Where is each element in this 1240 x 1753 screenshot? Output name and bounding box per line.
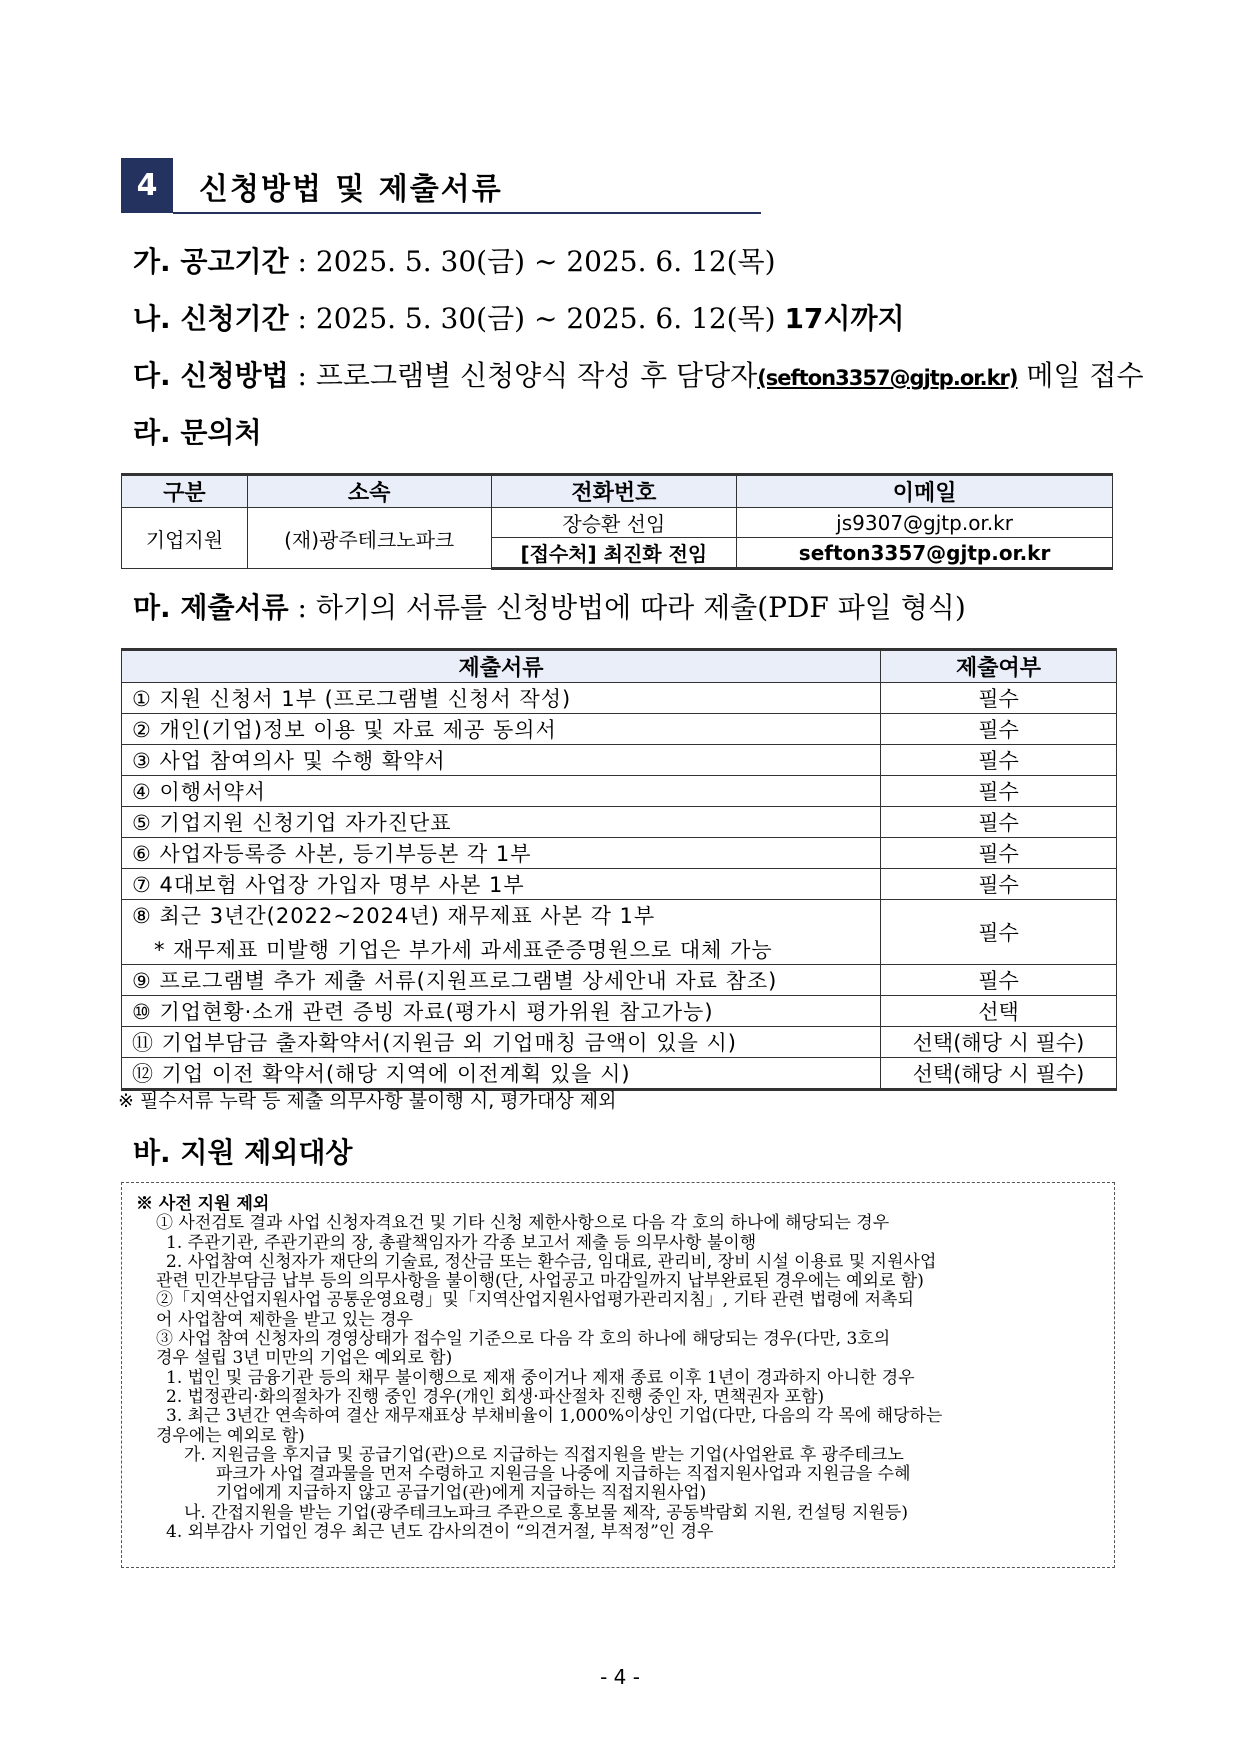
email-cell[interactable]: sefton3357@gjtp.or.kr xyxy=(737,538,1113,569)
doc-cell: ⑪ 기업부담금 출자확약서(지원금 외 기업매칭 금액이 있을 시) xyxy=(122,1027,881,1058)
separator: : xyxy=(288,302,316,335)
table-row xyxy=(122,508,1113,538)
exclusion-box-title: ※ 사전 지원 제외 xyxy=(136,1194,270,1214)
docs-table-header xyxy=(122,650,1117,683)
exclusion-line: ③ 사업 참여 신청자의 경영상태가 접수일 기준으로 다음 각 호의 하나에 해당되는 경우(다만, 3호의 xyxy=(156,1329,891,1350)
exclusion-line: 1. 주관기관, 주관기관의 장, 총괄책임자가 각종 보고서 제출 등 의무사항 불이행 xyxy=(166,1232,757,1253)
status-cell: 필수 xyxy=(881,745,1117,776)
section-header xyxy=(121,158,761,216)
exclusion-line: 경우에는 예외로 함) xyxy=(156,1425,305,1446)
table-row xyxy=(122,745,1117,776)
doc-cell: ⑨ 프로그램별 추가 제출 서류(지원프로그램별 상세안내 자료 참조) xyxy=(122,965,881,996)
exclusion-heading-label: 바. 지원 제외대상 xyxy=(133,1136,353,1169)
status-cell: 선택(해당 시 필수) xyxy=(881,1027,1117,1058)
page-number: - 4 - xyxy=(600,1665,640,1689)
status-cell: 필수 xyxy=(881,838,1117,869)
announcement-period-value: 2025. 5. 30(금) ~ 2025. 6. 12(목) xyxy=(315,245,776,278)
contact-heading xyxy=(133,411,262,451)
submission-email-link[interactable]: (sefton3357@gjtp.or.kr) xyxy=(757,366,1018,390)
required-docs-note: ※ 필수서류 누락 등 제출 의무사항 불이행 시, 평가대상 제외 xyxy=(118,1090,617,1112)
table-row xyxy=(122,965,1117,996)
phone-cell: 장승환 선임 xyxy=(491,508,737,538)
exclusion-line: 1. 법인 및 금융기관 등의 채무 불이행으로 제재 중이거나 제재 종료 이후 1년이 경과하지 아니한 경우 xyxy=(166,1367,915,1388)
status-cell: 필수 xyxy=(881,900,1117,965)
header-documents: 제출서류 xyxy=(122,650,881,683)
application-method-tail: 메일 접수 xyxy=(1017,359,1144,392)
division-cell: 기업지원 xyxy=(122,508,248,569)
announcement-period xyxy=(133,240,776,280)
table-row xyxy=(122,1027,1117,1058)
exclusion-criteria-box xyxy=(121,1182,1115,1568)
submission-docs-value: 하기의 서류를 신청방법에 따라 제출(PDF 파일 형식) xyxy=(315,591,966,624)
status-cell: 필수 xyxy=(881,683,1117,714)
application-method-label: 다. 신청방법 xyxy=(133,359,289,392)
status-cell: 필수 xyxy=(881,714,1117,745)
submission-docs-table xyxy=(121,648,1117,1091)
announcement-period-label: 가. 공고기간 xyxy=(133,245,289,278)
status-cell: 필수 xyxy=(881,965,1117,996)
separator: : xyxy=(288,591,316,624)
contact-table xyxy=(121,473,1113,570)
table-row xyxy=(122,807,1117,838)
header-phone: 전화번호 xyxy=(491,475,737,508)
status-cell: 필수 xyxy=(881,776,1117,807)
application-method-value: 프로그램별 신청양식 작성 후 담당자 xyxy=(315,359,758,392)
table-row xyxy=(122,714,1117,745)
header-org: 소속 xyxy=(247,475,491,508)
separator: : xyxy=(288,359,316,392)
doc-cell: ⑦ 4대보험 사업장 가입자 명부 사본 1부 xyxy=(122,869,881,900)
exclusion-line: ②「지역산업지원사업 공통운영요령」및「지역산업지원사업평가관리지침」, 기타 관련 법령에 저촉되 xyxy=(156,1290,914,1311)
exclusion-line: 관련 민간부담금 납부 등의 의무사항을 불이행(단, 사업공고 마감일까지 납부완료된 경우에는 예외로 함) xyxy=(156,1271,924,1292)
header-division: 구분 xyxy=(122,475,248,508)
submission-docs-heading xyxy=(133,586,966,626)
exclusion-line: 4. 외부감사 기업인 경우 최근 년도 감사의견이 “의견거절, 부적정”인 경우 xyxy=(166,1522,714,1543)
application-period-value: 2025. 5. 30(금) ~ 2025. 6. 12(목) xyxy=(315,302,785,335)
status-cell: 선택 xyxy=(881,996,1117,1027)
doc-main-text: ⑧ 최근 3년간(2022~2024년) 재무제표 사본 각 1부 xyxy=(132,904,656,928)
status-cell: 필수 xyxy=(881,807,1117,838)
application-method xyxy=(133,354,1144,394)
exclusion-line: 파크가 사업 결과물을 먼저 수령하고 지원금을 나중에 지급하는 직접지원사업과 지원금을 수혜 xyxy=(216,1464,911,1485)
header-email: 이메일 xyxy=(737,475,1113,508)
table-row xyxy=(122,869,1117,900)
org-cell: (재)광주테크노파크 xyxy=(247,508,491,569)
exclusion-line: 2. 법정관리·화의절차가 진행 중인 경우(개인 회생·파산절차 진행 중인 자, 면책권자 포함) xyxy=(166,1386,825,1407)
contact-table-header xyxy=(122,475,1113,508)
exclusion-line: 가. 지원금을 후지급 및 공급기업(관)으로 지급하는 직접지원을 받는 기업(사업완료 후 광주테크노 xyxy=(184,1444,904,1465)
exclusion-line: 어 사업참여 제한을 받고 있는 경우 xyxy=(156,1309,413,1330)
exclusion-line: 나. 간접지원을 받는 기업(광주테크노파크 주관으로 홍보물 제작, 공동박람회 지원, 컨설팅 지원등) xyxy=(184,1502,908,1523)
doc-cell: ⑫ 기업 이전 확약서(해당 지역에 이전계획 있을 시) xyxy=(122,1058,881,1090)
table-row xyxy=(122,838,1117,869)
exclusion-line: 3. 최근 3년간 연속하여 결산 재무재표상 부채비율이 1,000%이상인 기업(다만, 다음의 각 목에 해당하는 xyxy=(166,1406,943,1427)
doc-cell: ② 개인(기업)정보 이용 및 자료 제공 동의서 xyxy=(122,714,881,745)
separator: : xyxy=(288,245,316,278)
exclusion-line: 경우 설립 3년 미만의 기업은 예외로 함) xyxy=(156,1348,453,1369)
status-cell: 선택(해당 시 필수) xyxy=(881,1058,1117,1090)
doc-cell: ① 지원 신청서 1부 (프로그램별 신청서 작성) xyxy=(122,683,881,714)
exclusion-heading xyxy=(133,1131,352,1171)
header-required: 제출여부 xyxy=(881,650,1117,683)
exclusion-line: 기업에게 지급하지 않고 공급기업(관)에게 지급하는 직접지원사업) xyxy=(216,1483,707,1504)
application-period-label: 나. 신청기간 xyxy=(133,302,289,335)
application-period xyxy=(133,297,905,337)
doc-cell: ⑤ 기업지원 신청기업 자가진단표 xyxy=(122,807,881,838)
table-row xyxy=(122,1058,1117,1090)
status-cell: 필수 xyxy=(881,869,1117,900)
section-underline xyxy=(173,212,761,214)
doc-cell xyxy=(122,900,881,965)
table-row xyxy=(122,683,1117,714)
doc-cell: ③ 사업 참여의사 및 수행 확약서 xyxy=(122,745,881,776)
email-cell[interactable]: js9307@gjtp.or.kr xyxy=(737,508,1113,538)
table-row xyxy=(122,776,1117,807)
table-row xyxy=(122,900,1117,965)
section-title: 신청방법 및 제출서류 xyxy=(199,172,503,207)
doc-cell: ⑥ 사업자등록증 사본, 등기부등본 각 1부 xyxy=(122,838,881,869)
submission-docs-label: 마. 제출서류 xyxy=(133,591,289,624)
doc-cell: ④ 이행서약서 xyxy=(122,776,881,807)
section-number: 4 xyxy=(121,158,173,213)
exclusion-line: ① 사전검토 결과 사업 신청자격요건 및 기타 신청 제한사항으로 다음 각 호의 하나에 해당되는 경우 xyxy=(156,1213,890,1234)
doc-cell: ⑩ 기업현황·소개 관련 증빙 자료(평가시 평가위원 참고가능) xyxy=(122,996,881,1027)
doc-sub-note: * 재무제표 미발행 기업은 부가세 과세표준증명원으로 대체 가능 xyxy=(154,938,773,962)
phone-cell: [접수처] 최진화 전임 xyxy=(491,538,737,569)
application-deadline-time: 17시까지 xyxy=(784,302,905,335)
table-row xyxy=(122,996,1117,1027)
contact-heading-label: 라. 문의처 xyxy=(133,416,262,449)
exclusion-line: 2. 사업참여 신청자가 재단의 기술료, 정산금 또는 환수금, 임대료, 관리비, 장비 시설 이용료 및 지원사업 xyxy=(166,1251,937,1272)
